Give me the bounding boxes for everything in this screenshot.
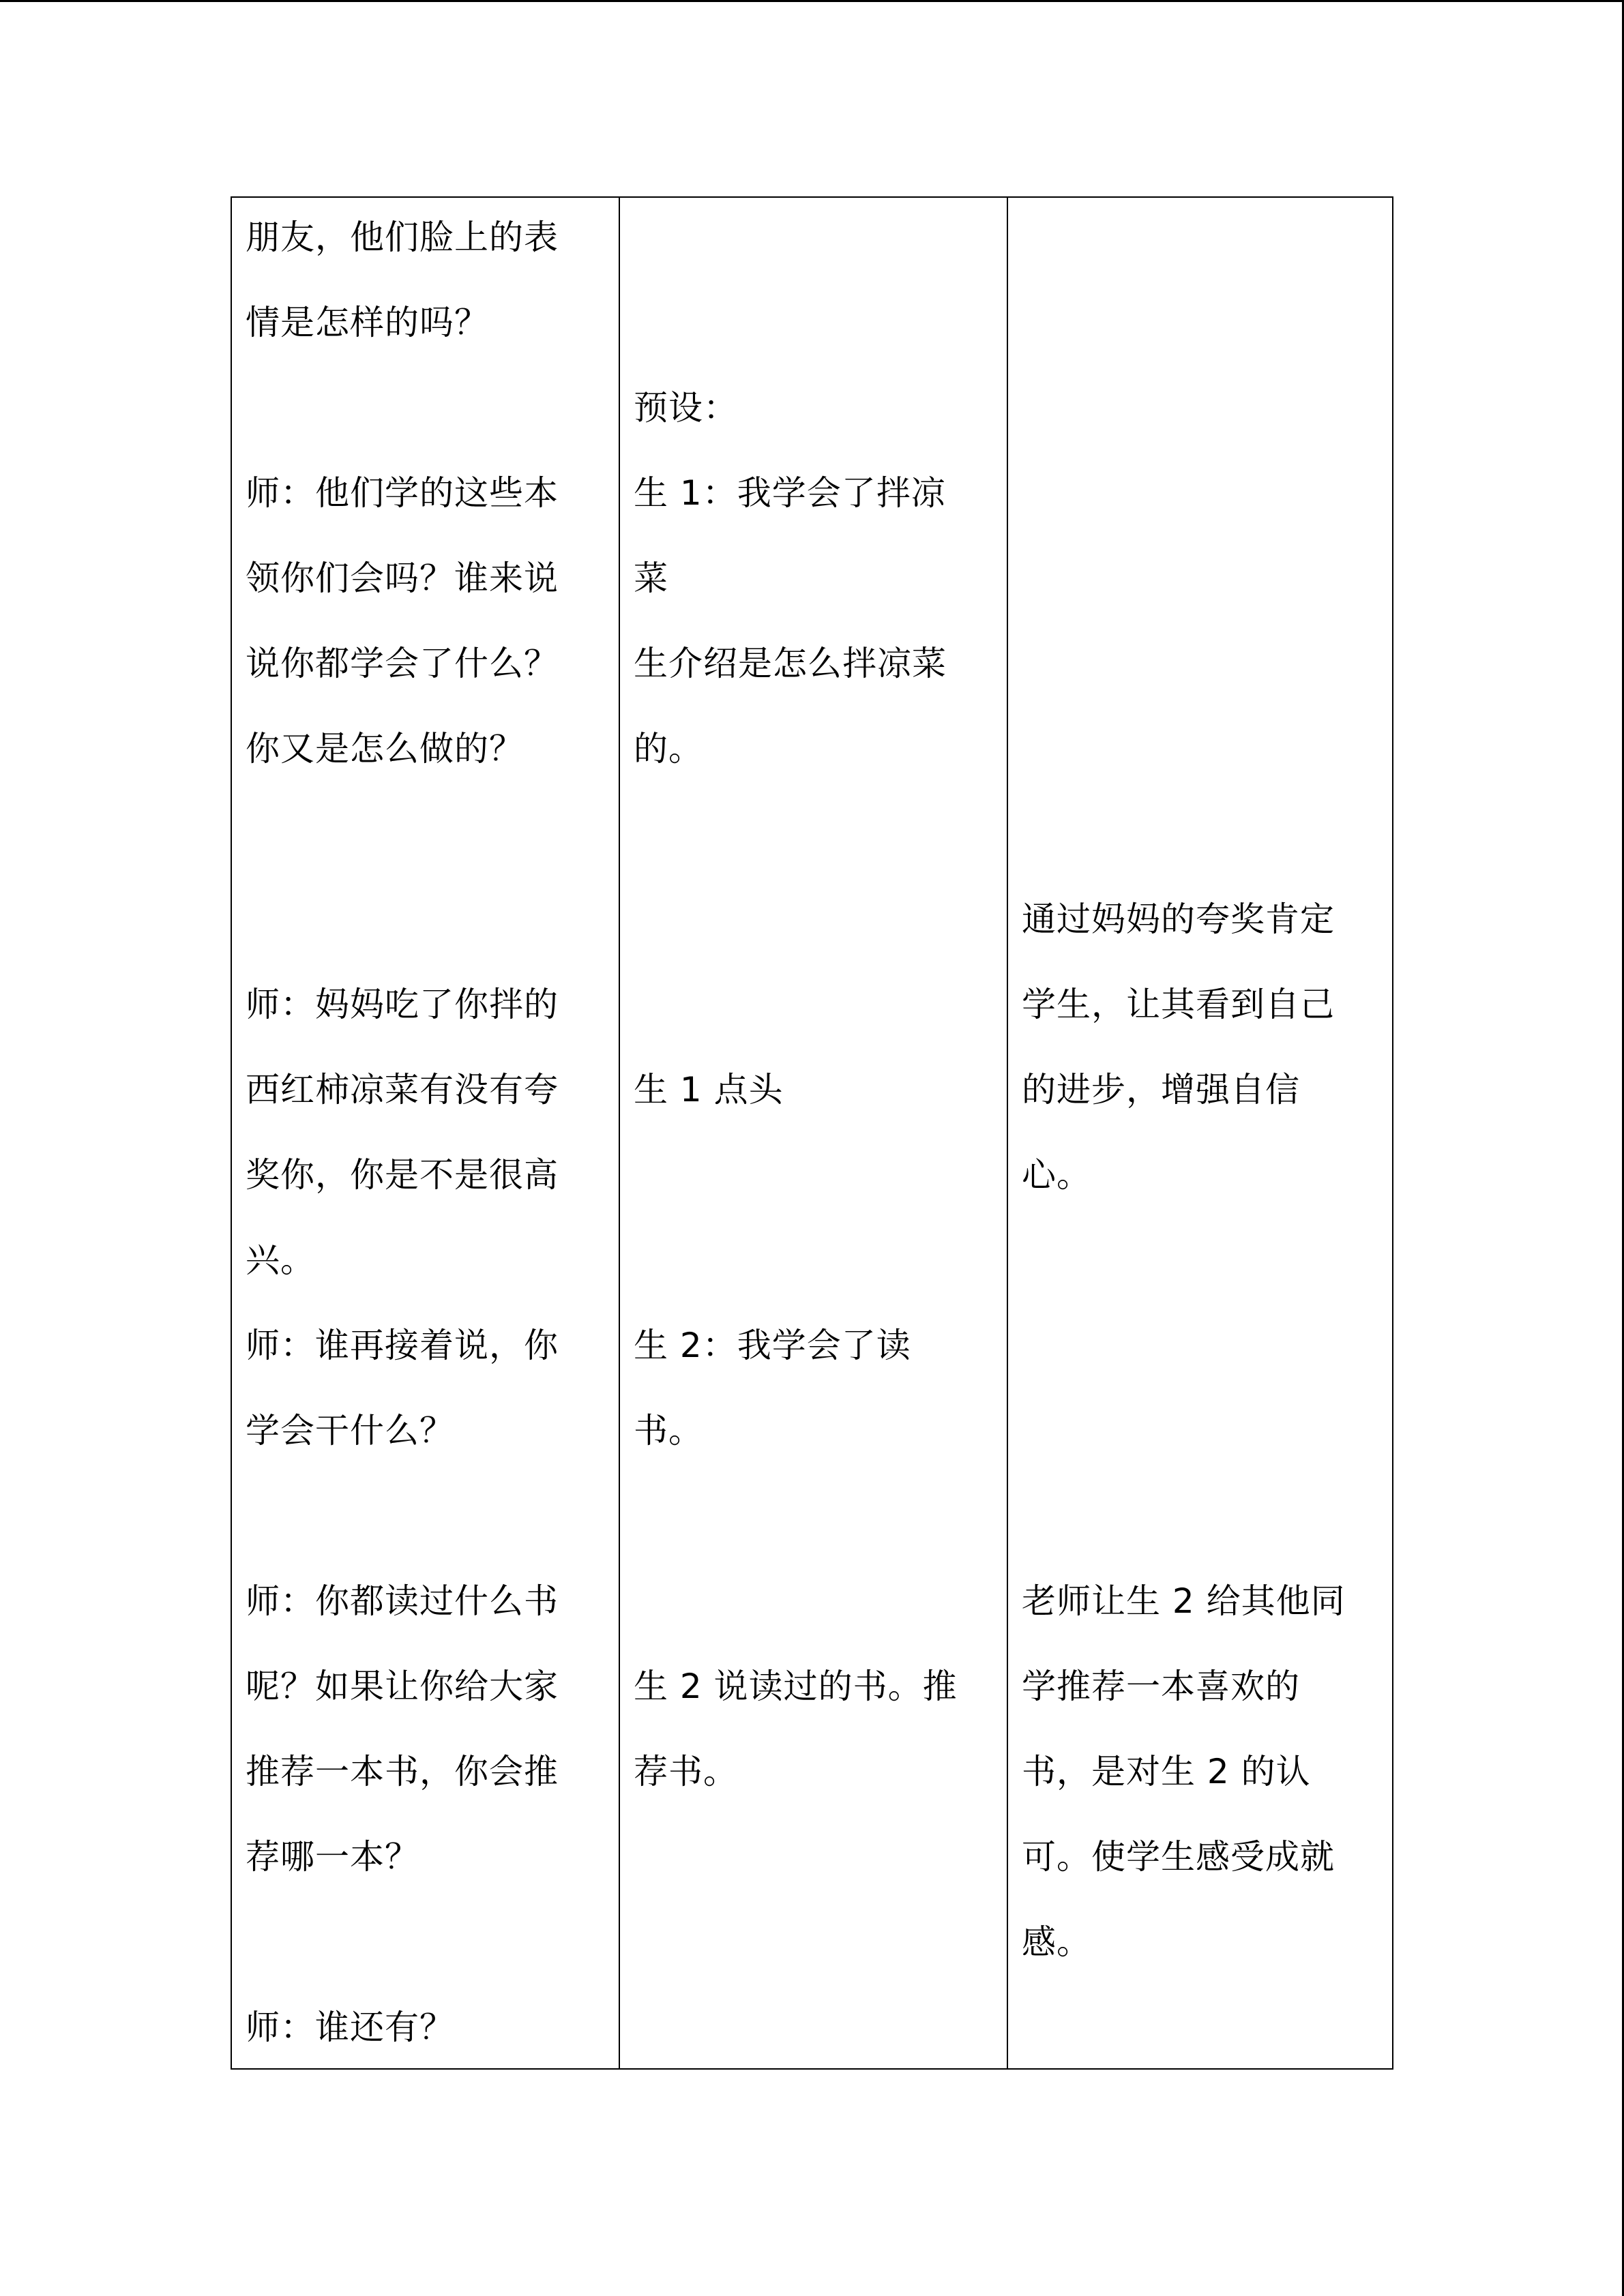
student-text-line: 菜 [634,558,668,598]
teacher-text-line: 学会干什么？ [246,1411,454,1450]
teacher-text-line: 师：妈妈吃了你拌的 [246,985,559,1024]
student-text-line: 预设： [634,388,738,428]
teacher-text-line: 师：你都读过什么书 [246,1581,559,1621]
teacher-text-line: 师：谁还有？ [246,2008,454,2047]
teacher-text-line: 推荐一本书，你会推 [246,1752,559,1791]
teacher-text-line: 师：谁再接着说，你 [246,1326,559,1365]
intent-text-line: 学生，让其看到自己 [1022,985,1335,1024]
intent-text-line: 心。 [1022,1155,1091,1195]
teacher-text-line: 领你们会吗？谁来说 [246,558,559,598]
student-text-line: 生 2 说读过的书。推 [634,1667,958,1706]
teacher-text-line: 奖你，你是不是很高 [246,1155,559,1195]
teacher-text-line: 朋友，他们脸上的表 [246,218,559,257]
teacher-text-line: 呢？如果让你给大家 [246,1667,559,1706]
intent-text-line: 感。 [1022,1922,1091,1962]
teacher-text-line: 你又是怎么做的？ [246,729,524,769]
student-text-line: 生 1：我学会了拌凉 [634,473,946,513]
teacher-text-line: 西红柿凉菜有没有夸 [246,1070,559,1109]
student-text-line: 生 1 点头 [634,1070,784,1109]
intent-text-line: 的进步，增强自信 [1022,1070,1300,1109]
student-text-line: 的。 [634,729,703,769]
student-text-line: 书。 [634,1411,703,1450]
student-text-line: 生 2：我学会了读 [634,1326,911,1365]
student-text-line: 生介绍是怎么拌凉菜 [634,644,947,683]
intent-text-line: 通过妈妈的夸奖肯定 [1022,899,1335,939]
teacher-text-line: 荐哪一本？ [246,1837,419,1877]
teacher-text-line: 师：他们学的这些本 [246,473,559,513]
column-divider [1007,198,1008,2068]
intent-text-line: 可。使学生感受成就 [1022,1837,1335,1877]
student-text-line: 荐书。 [634,1752,738,1791]
intent-text-line: 书，是对生 2 的认 [1022,1752,1311,1791]
intent-text-line: 学推荐一本喜欢的 [1022,1667,1300,1706]
column-divider [619,198,620,2068]
teacher-text-line: 兴。 [246,1240,315,1280]
intent-text-line: 老师让生 2 给其他同 [1022,1581,1346,1621]
teacher-text-line: 说你都学会了什么？ [246,644,559,683]
teacher-text-line: 情是怎样的吗？ [246,303,489,342]
